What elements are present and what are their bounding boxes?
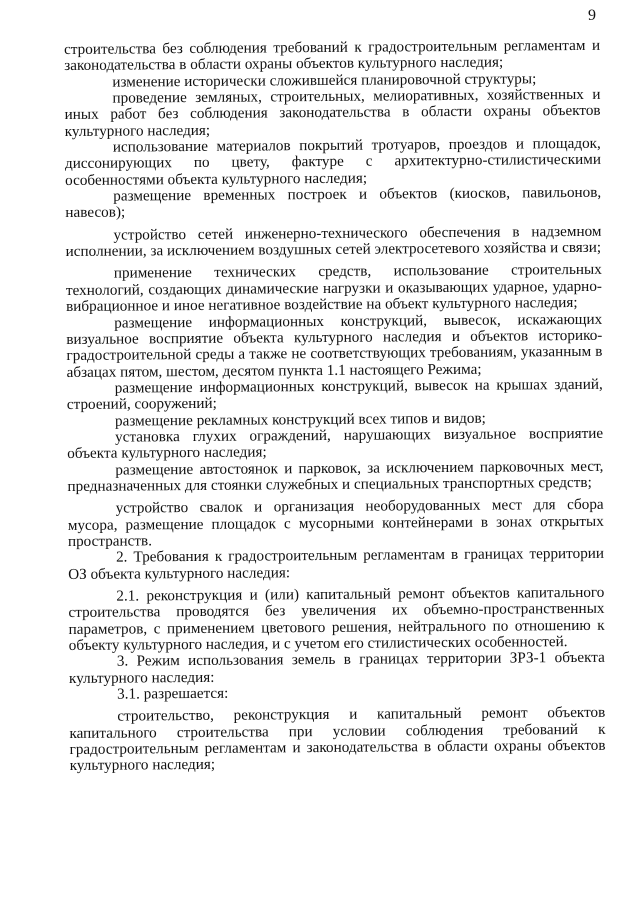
paragraph: размещение рекламных конструкций всех типов и видов; — [114, 409, 486, 430]
paragraph: 2.1. реконструкция и (или) капитальный ремонт объектов капитального строительства проводятся без увеличения их объемно-пространственных параметров, с применением цветового решения, нейтрального по отношению к объекту культурного наследия, и с учетом его стилистических особенностей. — [68, 583, 605, 655]
paragraph: изменение исторически сложившейся планировочной структуры; — [112, 69, 537, 91]
paragraph-continuation: строительства без соблюдения требований к градостроительным регламентам и законодательства в области охраны объектов культурного наследия; — [63, 36, 601, 75]
paragraph: размещение автостоянок и парковок, за исключением парковочных мест, предназначенных для стоянки служебных и специальных транспортных средств; — [67, 457, 604, 495]
paragraph: устройство свалок и организация необорудованных мест для сбора мусора, размещение площадок с мусорными контейнерами в зонах открытых пространств. — [67, 496, 604, 550]
paragraph: проведение земляных, строительных, мелиоративных, хозяйственных и иных работ без соблюдения законодательства в области охраны объектов культурного наследия; — [64, 85, 601, 140]
section-heading: 3. Режим использования земель в границах территории ЗРЗ-1 объекта культурного наследия: — [68, 649, 605, 687]
paragraph: размещение информационных конструкций, вывесок, искажающих визуальное восприятие объекта культурного наследия и объектов историко-градостроительной среды а также не соответствующих требованиям, указанным в абзацах пятом, шестом, десятом пункта 1.1 настоящего Режима; — [66, 310, 603, 381]
paragraph: размещение информационных конструкций, вывесок на крышах зданий, строений, сооружений; — [66, 375, 603, 414]
paragraph: строительство, реконструкция и капитальный ремонт объектов капитального строительства при условии соблюдения требований к градостроительным регламентам и законодательства в области охраны объектов культурного наследия; — [69, 704, 606, 775]
paragraph: 3.1. разрешается: — [117, 684, 229, 703]
paragraph: размещение временных построек и объектов (киосков, павильонов, навесов); — [65, 183, 602, 222]
page-number: 9 — [588, 7, 596, 24]
paragraph: применение технических средств, использование строительных технологий, создающих динамические нагрузки и оказывающих ударное, ударно-вибрационное и иное негативное воздействие на объект культурного наследия; — [65, 261, 603, 316]
paragraph: устройство сетей инженерно-технического обеспечения в надземном исполнении, за исключением воздушных сетей электросетевого хозяйства и связи; — [65, 222, 602, 261]
paragraph: установка глухих ограждений, нарушающих визуальное восприятие объекта культурного наследия; — [67, 424, 604, 463]
paragraph: использование материалов покрытий тротуаров, проездов и площадок, диссонирующих по цвету, фактуре с архитектурно-стилистическими особенностями объекта культурного наследия; — [64, 134, 602, 189]
document-body — [64, 38, 606, 775]
section-heading: 2. Требования к градостроительным регламентам в границах территории ОЗ объекта культурного наследия: — [68, 545, 605, 583]
